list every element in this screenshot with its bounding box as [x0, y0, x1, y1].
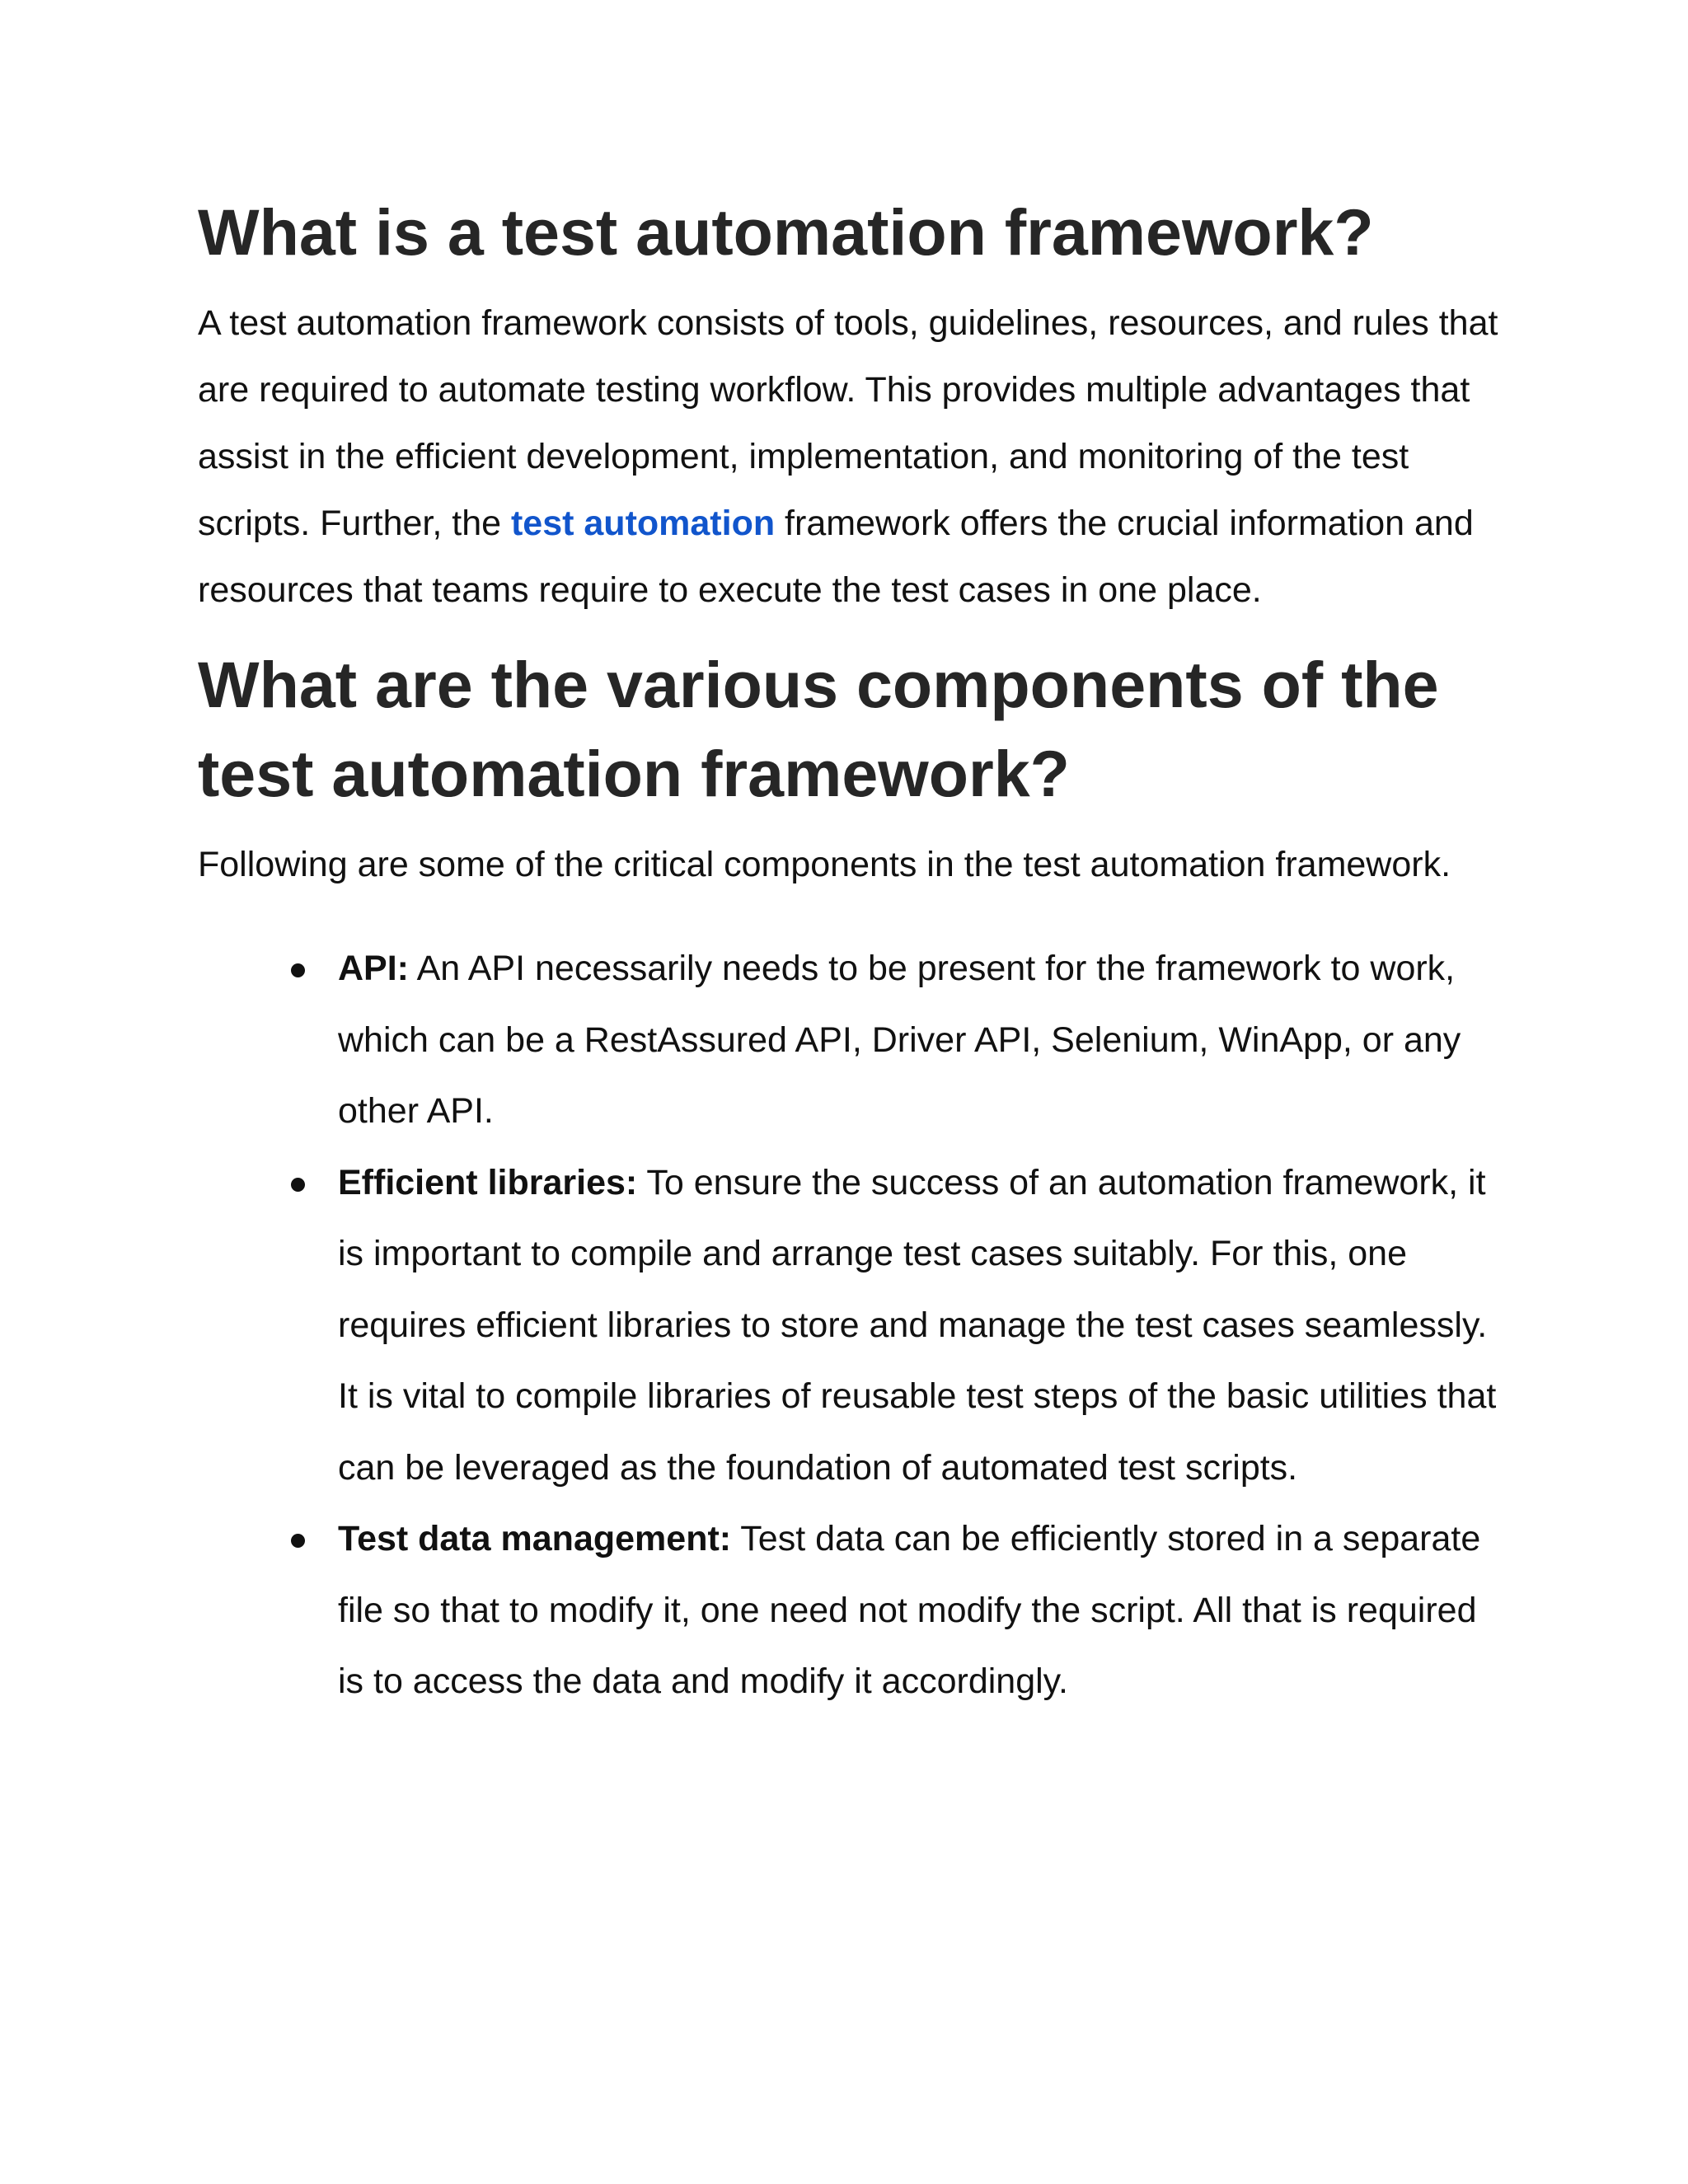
list-item-term: API: [338, 949, 409, 988]
framework-definition-paragraph [198, 290, 1500, 624]
list-item-test-data-management [198, 1503, 1500, 1718]
section-heading-components: What are the various components of the test automation framework? [198, 648, 1439, 810]
list-item-text: Test data can be efficiently stored in a separate file so that to modify it, one need not modify the script. All that is required is to access the data and modify it accordingly. [338, 1519, 1481, 1701]
list-item-text: An API necessarily needs to be present for the framework to work, which can be a RestAssured API, Driver API, Selenium, WinApp, or any other API. [338, 949, 1461, 1131]
document-content [198, 188, 1500, 1718]
components-list [198, 933, 1500, 1718]
list-item-text: To ensure the success of an automation framework, it is important to compile and arrange test cases suitably. For this, one requires efficient libraries to store and manage the test cases seamlessly. It is vital to compile libraries of reusable test steps of the basic utilities that can be leveraged as the foundation of automated test scripts. [338, 1162, 1497, 1488]
list-item-api [198, 933, 1500, 1147]
list-item-term: Test data management: [338, 1519, 732, 1558]
paragraph-text-after-link: framework offers the crucial information and resources that teams require to execute the test cases in one place. [198, 504, 1474, 610]
components-intro-paragraph: Following are some of the critical components in the test automation framework. [198, 845, 1451, 884]
test-automation-link[interactable]: test automation [510, 504, 776, 543]
bullet-icon [291, 1534, 305, 1548]
list-item-efficient-libraries [198, 1147, 1500, 1504]
paragraph-text-before-link: A test automation framework consists of tools, guidelines, resources, and rules that are required to automate testing workflow. This provides multiple advantages that assist in the efficient development, implementation, and monitoring of the test scripts. Further, the [198, 303, 1498, 543]
section-heading-framework: What is a test automation framework? [198, 195, 1374, 269]
list-item-term: Efficient libraries: [338, 1162, 638, 1202]
bullet-icon [291, 1178, 305, 1192]
bullet-icon [291, 963, 305, 977]
